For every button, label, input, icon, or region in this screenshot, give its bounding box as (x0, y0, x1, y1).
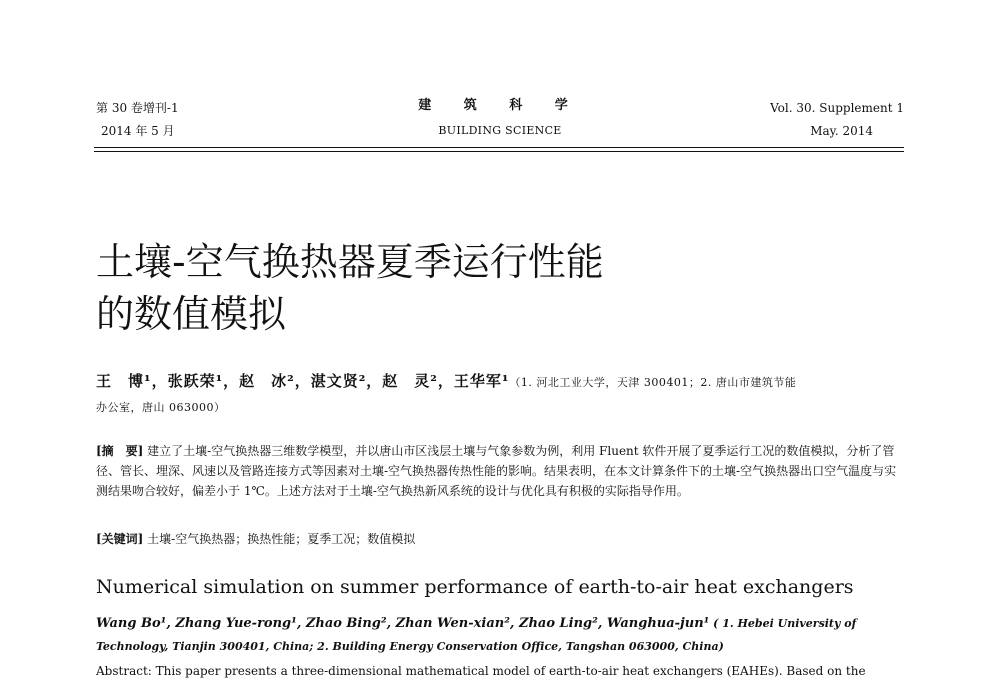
journal-date-en: May. 2014 (810, 124, 873, 138)
header-rule-bottom (94, 151, 904, 152)
keywords-label: [关键词] (96, 532, 144, 546)
paper-title-en: Numerical simulation on summer performance of earth-to-air heat exchangers (96, 576, 854, 598)
author-names: 王 博¹，张跃荣¹，赵 冰²，湛文贤²，赵 灵²，王华军¹ (96, 372, 510, 390)
paper-title (96, 236, 816, 340)
abstract-text: 建立了土壤-空气换热器三维数学模型，并以唐山市区浅层土壤与气象参数为例，利用 Fluent 软件开展了夏季运行工况的数值模拟，分析了管径、管长、埋深、风速以及管路连接方式等因素对土壤-空气换热器传热性能的影响。结果表明，在本文计算条件下的土壤-空气换热器出口空气温度与实测结果吻合较好，偏差小于 1℃。上述方法对于土壤-空气换热新风系统的设计与优化具有积极的实际指导作用。 (96, 444, 897, 498)
journal-date-cn: 2014 年 5 月 (101, 124, 175, 138)
paper-title-line2: 的数值模拟 (96, 292, 287, 336)
journal-volume: 第 30 卷增刊-1 (96, 101, 179, 115)
author-names-en: Wang Bo¹, Zhang Yue-rong¹, Zhao Bing², Zhan Wen-xian², Zhao Ling², Wanghua-jun¹ (96, 616, 710, 631)
keywords-cn (96, 530, 906, 548)
author-block-en (96, 612, 906, 658)
author-affiliation-en: ( 1. Hebei University of Technology, Tianjin 300401, China; 2. Building Energy Conservation Office, Tangshan 063000, China) (96, 617, 857, 653)
journal-name-cn: 建 筑 科 学 (418, 98, 582, 113)
journal-volume-en: Vol. 30. Supplement 1 (770, 101, 904, 115)
paper-title-line1: 土壤-空气换热器夏季运行性能 (96, 240, 604, 284)
author-affiliation-part1: （1. 河北工业大学，天津 300401；2. 唐山市建筑节能 (509, 376, 797, 389)
header-rule-top (94, 147, 904, 148)
journal-name-en: BUILDING SCIENCE (438, 124, 562, 137)
abstract-en-start: Abstract: This paper presents a three-dimensional mathematical model of earth-to-air heat exchangers (EAHEs). Based on the (96, 664, 866, 678)
author-affiliation-part2: 办公室，唐山 063000） (96, 401, 226, 414)
abstract-label: [摘 要] (96, 444, 144, 458)
abstract-cn (96, 441, 906, 501)
keywords-text: 土壤-空气换热器；换热性能；夏季工况；数值模拟 (143, 532, 416, 546)
author-block (96, 369, 906, 420)
